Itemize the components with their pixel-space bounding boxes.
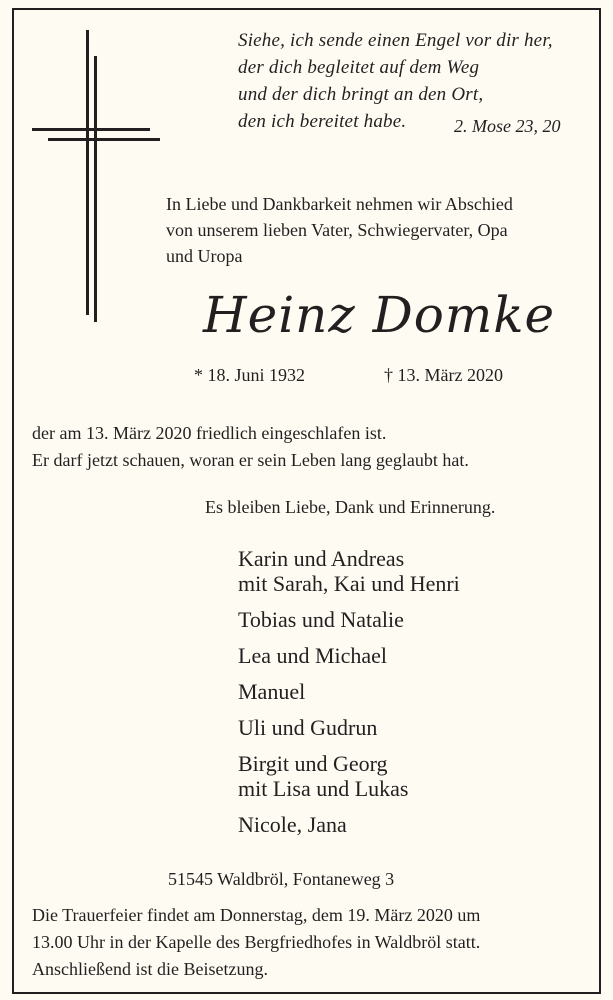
message-line: der am 13. März 2020 friedlich eingeschlafen ist. (32, 423, 387, 443)
cross-icon (30, 30, 162, 326)
message-line: Er darf jetzt schauen, woran er sein Leben lang geglaubt hat. (32, 450, 469, 470)
service-line: 13.00 Uhr in der Kapelle des Bergfriedhofes in Waldbröl statt. (32, 932, 481, 952)
family-entry (238, 812, 460, 837)
address: 51545 Waldbröl, Fontaneweg 3 (168, 869, 395, 889)
family-line: mit Lisa und Lukas (238, 776, 409, 801)
family-entry (238, 607, 460, 632)
verse-line: und der dich bringt an den Ort, (238, 84, 484, 105)
closing-line: Es bleiben Liebe, Dank und Erinnerung. (205, 497, 496, 517)
intro-line: von unserem lieben Vater, Schwiegervater, Opa (166, 220, 508, 240)
family-entry (238, 751, 460, 801)
family-line: Tobias und Natalie (238, 607, 404, 632)
passing-message (32, 420, 469, 474)
burial-info: Anschließend ist die Beisetzung. (32, 959, 268, 979)
family-line: Uli und Gudrun (238, 715, 378, 740)
family-entry (238, 546, 460, 596)
intro-line: und Uropa (166, 246, 243, 266)
intro-line: In Liebe und Dankbarkeit nehmen wir Abschied (166, 194, 513, 214)
family-entry (238, 643, 460, 668)
intro-text (166, 191, 513, 269)
verse-line: den ich bereitet habe. (238, 111, 407, 132)
family-line: Birgit und Georg (238, 751, 388, 776)
verse-line: Siehe, ich sende einen Engel vor dir her, (238, 30, 553, 51)
family-entry (238, 715, 460, 740)
family-line: mit Sarah, Kai und Henri (238, 571, 460, 596)
family-entry (238, 679, 460, 704)
service-line: Die Trauerfeier findet am Donnerstag, dem 19. März 2020 um (32, 905, 481, 925)
verse-line: der dich begleitet auf dem Weg (238, 57, 480, 78)
family-list (238, 546, 460, 848)
family-line: Karin und Andreas (238, 546, 405, 571)
service-info (32, 902, 480, 956)
family-line: Lea und Michael (238, 643, 388, 668)
birth-date: * 18. Juni 1932 (194, 365, 306, 385)
deceased-name: Heinz Domke (203, 286, 556, 344)
death-date: † 13. März 2020 (384, 365, 503, 385)
family-line: Manuel (238, 679, 306, 704)
verse-reference: 2. Mose 23, 20 (454, 116, 561, 136)
family-line: Nicole, Jana (238, 812, 347, 837)
